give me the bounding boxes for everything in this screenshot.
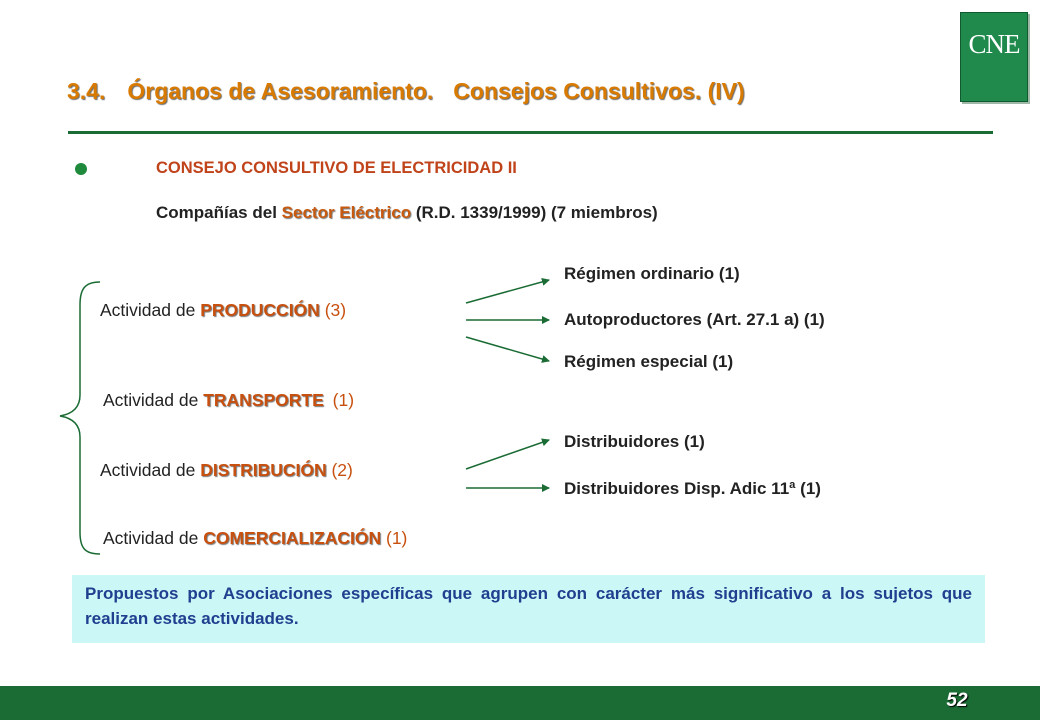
activity-prefix: Actividad de bbox=[100, 300, 196, 320]
activity-produccion bbox=[100, 300, 346, 321]
activity-transporte bbox=[103, 390, 354, 411]
companies-prefix: Compañías del bbox=[156, 203, 277, 222]
activity-count: (1) bbox=[386, 528, 408, 548]
companies-sector: Sector Eléctrico bbox=[281, 203, 412, 222]
companies-suffix: (R.D. 1339/1999) (7 miembros) bbox=[415, 203, 658, 222]
logo-text: CNE bbox=[968, 29, 1020, 59]
activity-prefix: Actividad de bbox=[103, 390, 199, 410]
production-item: Régimen ordinario (1) bbox=[564, 264, 740, 283]
arrow-regimen-especial bbox=[466, 337, 549, 361]
activity-name: TRANSPORTE bbox=[203, 390, 324, 410]
title-part2: Consejos Consultivos. (IV) bbox=[453, 78, 745, 104]
activity-count: (2) bbox=[331, 460, 353, 480]
note-box: Propuestos por Asociaciones específicas que agrupen con carácter más significativo a los sujetos que realizan estas actividades. bbox=[72, 575, 985, 643]
activity-count: (3) bbox=[324, 300, 347, 320]
activity-count: (1) bbox=[332, 390, 355, 410]
activity-comercializacion bbox=[103, 528, 407, 549]
activity-prefix: Actividad de bbox=[100, 460, 196, 480]
left-brace bbox=[60, 282, 100, 554]
activity-name: COMERCIALIZACIÓN bbox=[203, 528, 382, 548]
activity-prefix: Actividad de bbox=[103, 528, 199, 548]
council-heading: CONSEJO CONSULTIVO DE ELECTRICIDAD II bbox=[156, 159, 517, 177]
title-number: 3.4. bbox=[67, 78, 106, 104]
production-item: Autoproductores (Art. 27.1 a) (1) bbox=[564, 310, 825, 329]
arrow-regimen-ordinario bbox=[466, 280, 549, 303]
activity-distribucion bbox=[100, 460, 353, 481]
footer-bar bbox=[0, 686, 1040, 720]
distribution-item: Distribuidores (1) bbox=[564, 432, 705, 451]
title-part1: Órganos de Asesoramiento. bbox=[127, 78, 434, 104]
arrow-distribuidores bbox=[466, 440, 549, 469]
page-number: 52 bbox=[946, 690, 968, 711]
activity-name: PRODUCCIÓN bbox=[200, 300, 320, 320]
production-item: Régimen especial (1) bbox=[564, 352, 734, 371]
distribution-item: Distribuidores Disp. Adic 11ª (1) bbox=[564, 479, 821, 498]
activity-name: DISTRIBUCIÓN bbox=[200, 460, 327, 480]
